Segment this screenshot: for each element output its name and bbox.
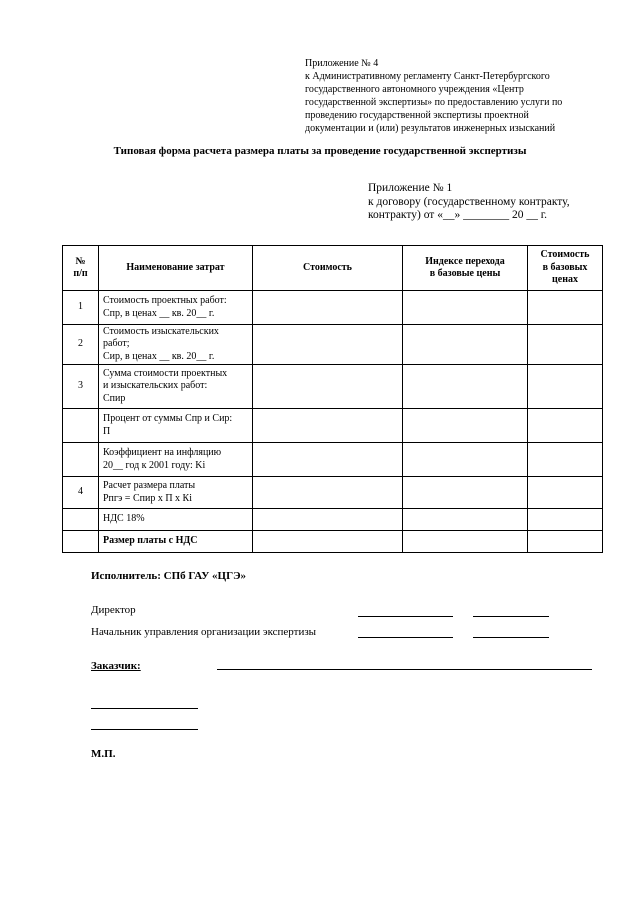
base-cost-cell[interactable] xyxy=(528,325,603,365)
table-row xyxy=(63,509,603,531)
appendix-header-line: к Административному регламенту Санкт-Петербургского xyxy=(305,71,550,82)
index-cell[interactable] xyxy=(403,443,528,477)
customer-name-line[interactable] xyxy=(217,669,592,670)
cost-cell[interactable] xyxy=(253,325,403,365)
base-cost-cell[interactable] xyxy=(528,291,603,325)
row-num xyxy=(63,409,99,443)
header-index xyxy=(403,246,528,291)
executor-label: Исполнитель: СПб ГАУ «ЦГЭ» xyxy=(91,570,247,582)
row-name-line: Спир xyxy=(103,392,126,404)
contract-appendix-line: к договору (государственному контракту, xyxy=(368,195,570,208)
contract-appendix xyxy=(368,182,608,223)
row-name-line: Сумма стоимости проектных xyxy=(103,367,228,379)
appendix-header-line: проведению государственной экспертизы проектной xyxy=(305,110,529,121)
base-cost-cell[interactable] xyxy=(528,531,603,553)
base-cost-cell[interactable] xyxy=(528,365,603,409)
base-cost-cell[interactable] xyxy=(528,409,603,443)
index-cell[interactable] xyxy=(403,509,528,531)
head-department-label: Начальник управления организации экспертизы xyxy=(91,626,317,638)
row-num: 3 xyxy=(63,365,99,409)
row-num xyxy=(63,443,99,477)
row-name xyxy=(99,509,253,531)
row-name-line: НДС 18% xyxy=(103,513,145,525)
cost-cell[interactable] xyxy=(253,365,403,409)
appendix-header-line: Приложение № 4 xyxy=(305,58,379,69)
director-signature-line[interactable] xyxy=(358,616,453,617)
row-name xyxy=(99,443,253,477)
index-cell[interactable] xyxy=(403,291,528,325)
customer-signature-line[interactable] xyxy=(91,708,198,709)
table-row xyxy=(63,325,603,365)
director-name-line[interactable] xyxy=(473,616,549,617)
table-row xyxy=(63,409,603,443)
head-department-signature-line[interactable] xyxy=(358,637,453,638)
row-num: 1 xyxy=(63,291,99,325)
row-name-line: Сир, в ценах __ кв. 20__ г. xyxy=(103,350,215,362)
header-num-line: № xyxy=(75,255,86,267)
row-name-line: и изыскательских работ: xyxy=(103,380,208,392)
appendix-header-line: государственной экспертизы» по предоставлению услуги по xyxy=(305,97,563,108)
header-num xyxy=(63,246,99,291)
contract-appendix-line: контракту) от «__» ________ 20 __ г. xyxy=(368,209,547,221)
row-num xyxy=(63,531,99,553)
appendix-header xyxy=(305,57,605,135)
table-row xyxy=(63,443,603,477)
row-name-line: Спр, в ценах __ кв. 20__ г. xyxy=(103,307,215,319)
table-row xyxy=(63,531,603,553)
row-name xyxy=(99,531,253,553)
row-name-line: Коэффициент на инфляцию xyxy=(103,447,222,458)
row-name-line: Стоимость изыскательских xyxy=(103,325,219,337)
index-cell[interactable] xyxy=(403,531,528,553)
table-row xyxy=(63,365,603,409)
header-base-cost-line: в базовых xyxy=(542,261,588,273)
calculation-table xyxy=(62,245,603,553)
form-title: Типовая форма расчета размера платы за проведение государственной экспертизы xyxy=(113,145,527,157)
cost-cell[interactable] xyxy=(253,477,403,509)
row-name xyxy=(99,365,253,409)
customer-label: Заказчик: xyxy=(91,660,141,672)
row-name-line: Рпгэ = Спир х П х Кi xyxy=(103,492,192,504)
head-department-name-line[interactable] xyxy=(473,637,549,638)
director-label: Директор xyxy=(91,604,136,616)
cost-cell[interactable] xyxy=(253,409,403,443)
customer-name-line-2[interactable] xyxy=(91,729,198,730)
index-cell[interactable] xyxy=(403,325,528,365)
header-base-cost-line: ценах xyxy=(552,274,578,286)
appendix-header-line: документации и (или) результатов инженерных изысканий xyxy=(305,123,556,134)
row-name-line: 20__ год к 2001 году: Ki xyxy=(103,459,206,471)
row-name-line: Стоимость проектных работ: xyxy=(103,295,227,306)
table-row xyxy=(63,477,603,509)
header-cost: Стоимость xyxy=(253,246,403,291)
row-name xyxy=(99,477,253,509)
base-cost-cell[interactable] xyxy=(528,509,603,531)
cost-cell[interactable] xyxy=(253,291,403,325)
header-num-line: п/п xyxy=(73,268,88,279)
stamp-label: М.П. xyxy=(91,748,116,760)
row-num: 4 xyxy=(63,477,99,509)
cost-cell[interactable] xyxy=(253,509,403,531)
row-name-line: Размер платы с НДС xyxy=(103,535,198,547)
contract-appendix-line: Приложение № 1 xyxy=(368,182,453,194)
header-index-line: Индексе перехода xyxy=(425,255,505,267)
row-name-line: Процент от суммы Спр и Сир: xyxy=(103,413,233,424)
row-num: 2 xyxy=(63,325,99,365)
table-header-row xyxy=(63,246,603,291)
row-name xyxy=(99,325,253,365)
base-cost-cell[interactable] xyxy=(528,443,603,477)
header-base-cost xyxy=(528,246,603,291)
base-cost-cell[interactable] xyxy=(528,477,603,509)
row-name-line: Расчет размера платы xyxy=(103,480,196,491)
cost-cell[interactable] xyxy=(253,443,403,477)
row-name xyxy=(99,409,253,443)
header-name: Наименование затрат xyxy=(99,246,253,291)
row-num xyxy=(63,509,99,531)
header-index-line: в базовые цены xyxy=(429,268,501,279)
row-name-line: П xyxy=(103,425,111,437)
row-name xyxy=(99,291,253,325)
index-cell[interactable] xyxy=(403,365,528,409)
index-cell[interactable] xyxy=(403,477,528,509)
cost-cell[interactable] xyxy=(253,531,403,553)
index-cell[interactable] xyxy=(403,409,528,443)
appendix-header-line: государственного автономного учреждения «Центр xyxy=(305,84,524,95)
header-base-cost-line: Стоимость xyxy=(540,249,590,261)
table-row xyxy=(63,291,603,325)
row-name-line: работ; xyxy=(103,338,130,350)
